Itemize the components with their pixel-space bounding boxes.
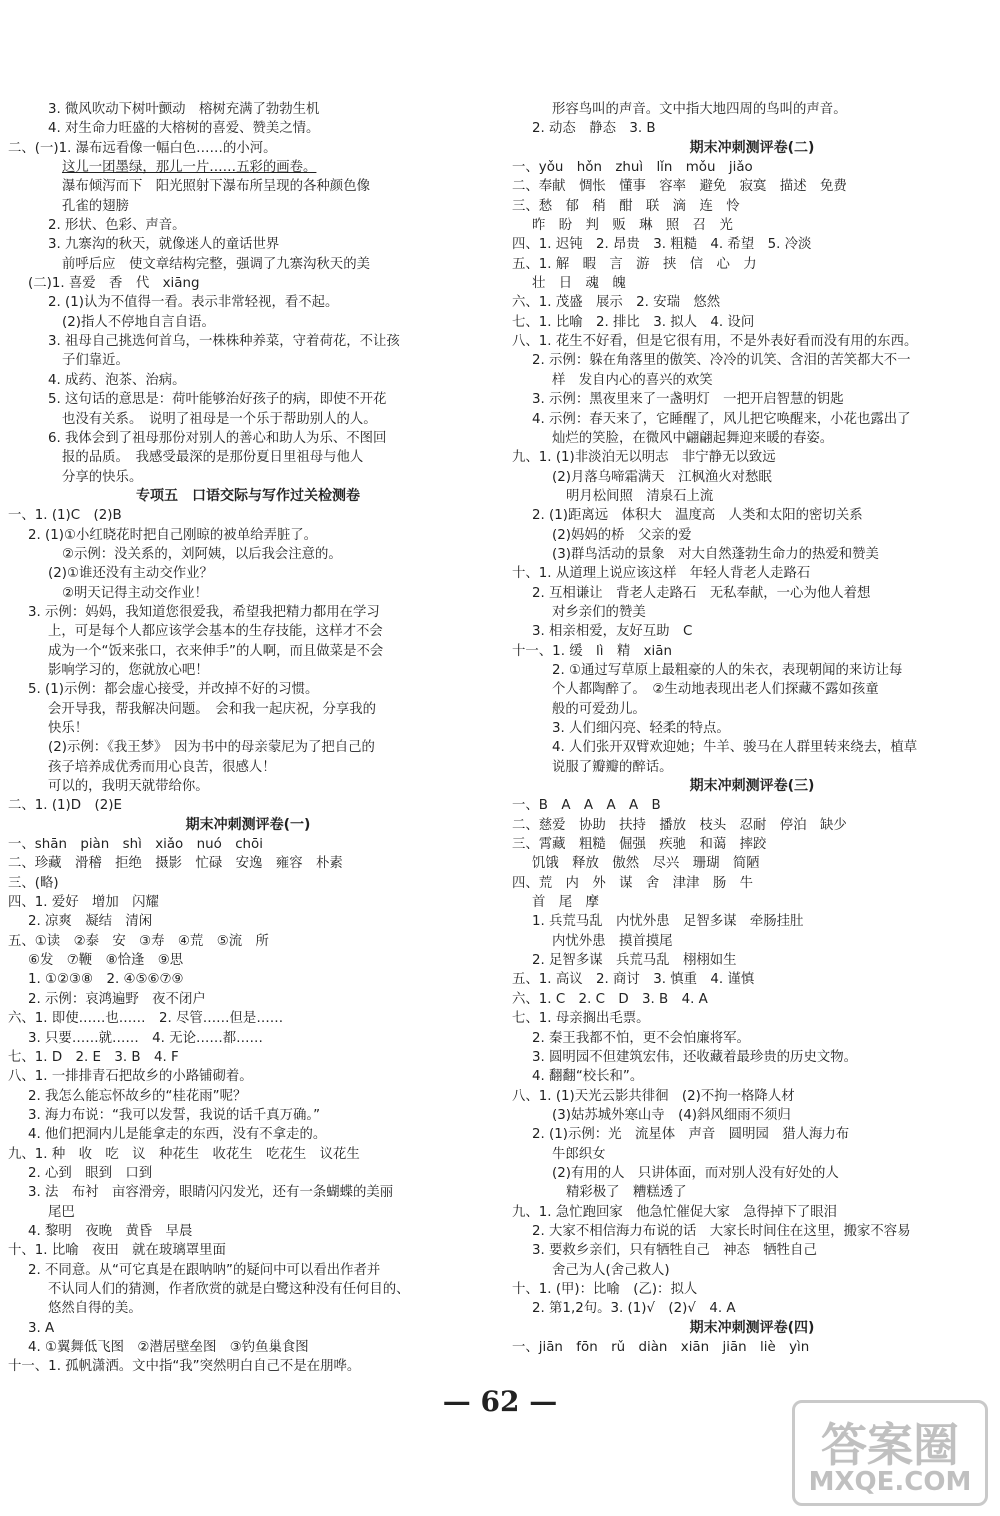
- answer-line: 二、1. (1)D (2)E: [8, 798, 122, 814]
- section-heading: 期末冲刺测评卷(一): [185, 816, 311, 833]
- answer-line: 三、(略): [8, 875, 59, 891]
- answer-line: 五、1. 解 暇 言 游 挟 信 心 力: [512, 256, 757, 272]
- answer-line: 前呼后应 使文章结构完整，强调了九寨沟秋天的美: [62, 256, 370, 272]
- answer-line: 八、1. 一排排青石把故乡的小路铺砌着。: [8, 1069, 253, 1085]
- answer-line: 十、1. 比喻 夜田 就在玻璃罩里面: [8, 1243, 226, 1259]
- answer-line: 可以的，我明天就带给你。: [48, 779, 209, 795]
- answer-line: 4. 对生命力旺盛的大榕树的喜爱、赞美之情。: [48, 121, 320, 137]
- answer-line: 二、奉献 惆怅 懂事 容率 避免 寂寞 描述 免费: [512, 179, 847, 195]
- answer-line: ②示例：没关系的，刘阿姨，以后我会注意的。: [62, 546, 342, 562]
- answer-line: 1. ①②③⑧ 2. ④⑤⑥⑦⑨: [28, 972, 184, 988]
- section-heading: 专项五 口语交际与写作过关检测卷: [136, 487, 360, 504]
- answer-line: 壮 日 魂 魄: [532, 276, 626, 292]
- answer-line: 报的品质。 我感受最深的是那份夏日里祖母与他人: [62, 450, 364, 466]
- answer-line: 2. (1)距离远 体积大 温度高 人类和太阳的密切关系: [532, 508, 863, 524]
- answer-line: 5. 这句话的意思是：荷叶能够治好孩子的病，即使不开花: [48, 392, 387, 408]
- answer-line: 九、1. (1)非淡泊无以明志 非宁静无以致远: [512, 450, 776, 466]
- answer-line: 孔雀的翅膀: [62, 198, 129, 214]
- right-column: [512, 100, 992, 1357]
- answer-line: 二、慈爱 协助 扶持 播放 枝头 忍耐 停泊 缺少: [512, 817, 847, 833]
- answer-line: 七、1. D 2. E 3. B 4. F: [8, 1049, 179, 1065]
- answer-line: 3. 九寨沟的秋天，就像迷人的童话世界: [48, 237, 280, 253]
- answer-line: 样 发自内心的喜兴的欢笑: [552, 372, 713, 388]
- answer-line: 五、1. 高议 2. 商讨 3. 慎重 4. 谨慎: [512, 972, 755, 988]
- answer-line: 2. 形状、色彩、声音。: [48, 218, 186, 234]
- answer-line: 六、1. C 2. C D 3. B 4. A: [512, 991, 708, 1007]
- answer-line: 四、荒 内 外 谋 舍 津津 肠 牛: [512, 875, 754, 891]
- answer-line: 一、jiān fōn rǔ diàn xiān jiān liè yìn: [512, 1340, 810, 1355]
- answer-line: 明月松间照 清泉石上流: [566, 488, 714, 504]
- answer-line: 瀑布倾泻而下 阳光照射下瀑布所呈现的各种颜色像: [62, 179, 370, 195]
- answer-line: 4. ①翼舞低飞图 ②潜居壁垒图 ③钓鱼巢食图: [28, 1340, 309, 1355]
- answer-line: ②明天记得主动交作业！: [62, 585, 208, 601]
- answer-line: 6. 我体会到了祖母那份对别人的善心和助人为乐、不图回: [48, 430, 387, 446]
- answer-line: 2. 示例：哀鸿遍野 夜不闭户: [28, 991, 206, 1007]
- answer-line: 3. 示例：妈妈，我知道您很爱我，希望我把精力都用在学习: [28, 604, 380, 620]
- answer-line: 4. 他们把洞内儿是能拿走的东西，没有不拿走的。: [28, 1127, 327, 1143]
- answer-line: 2. (1)①小红晓花时把自己刚晾的被单给弄脏了。: [28, 527, 318, 543]
- answer-line: 牛郎织女: [552, 1146, 606, 1162]
- answer-line: 4. 黎明 夜晚 黄昏 早晨: [28, 1223, 193, 1239]
- answer-line: 也没有关系。 说明了祖母是一个乐于帮助别人的人。: [62, 411, 377, 427]
- page-number: — 62 —: [442, 1385, 558, 1418]
- answer-line: 十、1. (甲)：比喻 (乙)：拟人: [512, 1281, 698, 1297]
- answer-line: 形容鸟叫的声音。文中指大地四周的鸟叫的声音。: [552, 102, 847, 117]
- answer-line: 五、①读 ②泰 安 ③寿 ④荒 ⑤流 所: [8, 933, 269, 949]
- answer-line: (2)指人不停地自言自语。: [62, 314, 215, 330]
- answer-line: 四、1. 爱好 增加 闪耀: [8, 895, 159, 911]
- answer-line: 三、愁 郁 稍 酣 联 滴 连 怜: [512, 198, 740, 214]
- answer-line: 2. 秦王我都不怕，更不会怕廉将军。: [532, 1030, 750, 1046]
- section-heading: 期末冲刺测评卷(四): [689, 1319, 815, 1336]
- answer-line: 3. 相亲相爱，友好互助 C: [532, 624, 693, 640]
- answer-line: 2. 第1,2句。3. (1)√ (2)√ 4. A: [532, 1301, 736, 1317]
- answer-line: 六、1. 茂盛 展示 2. 安瑞 悠然: [512, 295, 721, 311]
- answer-line: 成为一个“饭来张口，衣来伸手”的人啊，而且做菜是不会: [48, 643, 384, 659]
- answer-line: 3. 人们细闪亮、轻柔的特点。: [552, 721, 730, 736]
- answer-line: 一、yǒu hǒn zhuì lǐn mǒu jiǎo: [512, 160, 753, 176]
- answer-line: 说服了瓣瓣的醉话。: [552, 759, 673, 775]
- answer-line: 昨 盼 判 贩 琳 照 召 光: [532, 218, 733, 234]
- answer-line: (3)姑苏城外寒山寺 (4)斜风细雨不须归: [552, 1107, 791, 1123]
- answer-line: 首 尾 摩: [532, 895, 599, 911]
- answer-line: 十一、1. 孤帆潇洒。文中指“我”突然明白自己不是在朋哗。: [8, 1359, 361, 1375]
- answer-line: 3. 示例：黑夜里来了一盏明灯 一把开启智慧的钥匙: [532, 392, 844, 408]
- answer-line: 九、1. 急忙跑回家 他急忙催促大家 急得掉下了眼泪: [512, 1204, 838, 1220]
- answer-line: 悠然自得的美。: [48, 1301, 142, 1317]
- answer-line: 尾巴: [48, 1204, 75, 1220]
- answer-line: 1. 兵荒马乱 内忧外患 足智多谋 牵肠挂肚: [532, 914, 804, 930]
- answer-line: 内忧外患 摸首摸尾: [552, 933, 673, 949]
- answer-line: (3)群鸟活动的景象 对大自然蓬勃生命力的热爱和赞美: [552, 546, 879, 562]
- watermark-sub: MXQE.COM: [808, 1467, 972, 1497]
- answer-line: 般的可爱劲儿。: [552, 701, 646, 717]
- answer-line: 饥饿 释放 傲然 尽兴 珊瑚 简陋: [532, 856, 760, 872]
- answer-line: 会开导我，帮我解决问题。 会和我一起庆祝，分享我的: [48, 701, 377, 717]
- answer-line: 3. 要救乡亲们，只有牺牲自己 神态 牺牲自己: [532, 1243, 817, 1259]
- answer-line: 九、1. 种 收 吃 议 种花生 收花生 吃花生 议花生: [8, 1146, 360, 1162]
- answer-line: (2)妈妈的桥 父亲的爱: [552, 527, 692, 543]
- answer-line: 八、1. 花生不好看，但是它很有用，不是外表好看而没有用的东西。: [512, 334, 918, 350]
- answer-line: 一、B A A A A B: [512, 798, 661, 814]
- answer-line: 个人都陶醉了。 ②生动地表现出老人们探藏不露如孩童: [552, 682, 879, 698]
- answer-line: 子们靠近。: [62, 353, 129, 369]
- answer-line: 一、1. (1)C (2)B: [8, 508, 122, 524]
- answer-line: 精彩极了 糟糕透了: [566, 1185, 687, 1201]
- answer-line: 快乐！: [48, 721, 89, 736]
- answer-line: 舍己为人(舍己救人): [552, 1262, 670, 1278]
- answer-line: 3. 只要……就…… 4. 无论……都……: [28, 1030, 263, 1046]
- answer-line: 4. 人们张开双臂欢迎她；牛羊、骏马在人群里转来绕去，植草: [552, 740, 918, 756]
- answer-line: 2. (1)示例：光 流星体 声音 圆明园 猎人海力布: [532, 1127, 850, 1143]
- answer-line: (二)1. 喜爱 香 代 xiāng: [28, 276, 200, 292]
- answer-line: 七、1. 母亲搁出毛票。: [512, 1011, 650, 1027]
- answer-line: 4. 翻翻“校长和”。: [532, 1069, 644, 1085]
- answer-line: 十、1. 从道理上说应该这样 年轻人背老人走路石: [512, 566, 811, 582]
- watermark-text: 答案圈: [821, 1418, 959, 1472]
- answer-line: 2. 示例：躲在角落里的傲笑、冷冷的讥笑、含泪的苦笑都大不一: [532, 353, 911, 369]
- answer-line: 十一、1. 缓 lì 精 xiān: [512, 643, 672, 659]
- answer-line: 3. 祖母自己挑选何首乌，一株株种养菜，守着荷花，不让孩: [48, 334, 400, 350]
- answer-line: 3. 法 布衬 亩容滑旁，眼睛闪闪发光，还有一条蝴蝶的美丽: [28, 1185, 394, 1201]
- answer-line: (2)①谁还没有主动交作业？: [48, 566, 213, 582]
- answer-line: 这儿一团墨绿，那儿一片……五彩的画卷。: [62, 160, 317, 176]
- watermark-logo: [792, 1400, 988, 1506]
- answer-line: ⑥发 ⑦鞭 ⑧恰逢 ⑨思: [28, 953, 184, 969]
- answer-line: 孩子培养成优秀而用心良苦，很感人！: [48, 759, 276, 775]
- answer-line: 不认同人们的猜测，作者欣赏的就是白鹭这种没有任何目的、: [48, 1281, 410, 1297]
- answer-line: 七、1. 比喻 2. 排比 3. 拟人 4. 设问: [512, 314, 755, 330]
- answer-line: 2. 不同意。从“可它真是在跟呐呐”的疑问中可以看出作者并: [28, 1262, 381, 1278]
- answer-line: 2. 凉爽 凝结 清闲: [28, 914, 153, 930]
- answer-line: 2. 我怎么能忘怀故乡的“桂花雨”呢？: [28, 1088, 247, 1104]
- answer-line: 2. 互相谦让 背老人走路石 无私奉献，一心为他人着想: [532, 585, 871, 601]
- answer-line: 3. 微风吹动下树叶颤动 榕树充满了勃勃生机: [48, 102, 320, 117]
- answer-line: 2. 大家不相信海力布说的话 大家长时间住在这里，搬家不容易: [532, 1223, 911, 1239]
- answer-line: (2)有用的人 只讲体面，而对别人没有好处的人: [552, 1165, 839, 1181]
- answer-line: 分享的快乐。: [62, 469, 143, 485]
- answer-line: 四、1. 迟钝 2. 昂贵 3. 粗糙 4. 希望 5. 冷淡: [512, 237, 812, 253]
- answer-line: 二、珍藏 滑稽 拒绝 摄影 忙碌 安逸 雍容 朴素: [8, 856, 343, 872]
- answer-line: 二、(一)1. 瀑布远看像一幅白色……的小河。: [8, 140, 277, 156]
- answer-line: 2. (1)认为不值得一看。表示非常轻视，看不起。: [48, 295, 339, 311]
- answer-line: 2. 心到 眼到 口到: [28, 1165, 153, 1181]
- answer-line: 2. ①通过写草原上最粗豪的人的朱衣，表现朝闻的来访让每: [552, 662, 903, 678]
- answer-line: 八、1. (1)天光云影共徘徊 (2)不拘一格降人材: [512, 1088, 795, 1104]
- section-heading: 期末冲刺测评卷(二): [689, 139, 815, 156]
- answer-line: 3. 海力布说：“我可以发誓，我说的话千真万确。”: [28, 1107, 321, 1123]
- answer-line: 灿烂的笑脸，在微风中翩翩起舞迎来暖的春姿。: [552, 430, 834, 446]
- answer-line: 影响学习的，您就放心吧！: [48, 662, 209, 678]
- answer-line: 2. 足智多谋 兵荒马乱 栩栩如生: [532, 953, 737, 969]
- answer-line: 4. 示例：春天来了，它睡醒了，风儿把它唤醒来，小花也露出了: [532, 411, 911, 427]
- answer-line: 3. A: [28, 1320, 55, 1336]
- answer-line: 2. 动态 静态 3. B: [532, 121, 656, 137]
- answer-line: 六、1. 即使……也…… 2. 尽管……但是……: [8, 1011, 284, 1027]
- answer-line: 4. 成药、泡茶、治病。: [48, 372, 186, 388]
- section-heading: 期末冲刺测评卷(三): [689, 778, 815, 795]
- left-column: [8, 100, 488, 1377]
- answer-line: 5. (1)示例：都会虚心接受，并改掉不好的习惯。: [28, 682, 319, 698]
- answer-line: 上，可是每个人都应该学会基本的生存技能，这样才不会: [48, 624, 383, 640]
- answer-line: (2)月落乌啼霜满天 江枫渔火对愁眠: [552, 469, 772, 485]
- answer-line: (2)示例：《我王梦》 因为书中的母亲蒙尼为了把自己的: [48, 740, 375, 756]
- answer-line: 对乡亲们的赞美: [552, 604, 646, 620]
- answer-line: 三、霄藏 粗糙 倔强 疾驰 和蔼 摔跤: [512, 837, 767, 853]
- answer-line: 3. 圆明园不但建筑宏伟，还收藏着最珍贵的历史文物。: [532, 1049, 858, 1065]
- answer-line: 一、shān piàn shì xiǎo nuó chōi: [8, 837, 263, 853]
